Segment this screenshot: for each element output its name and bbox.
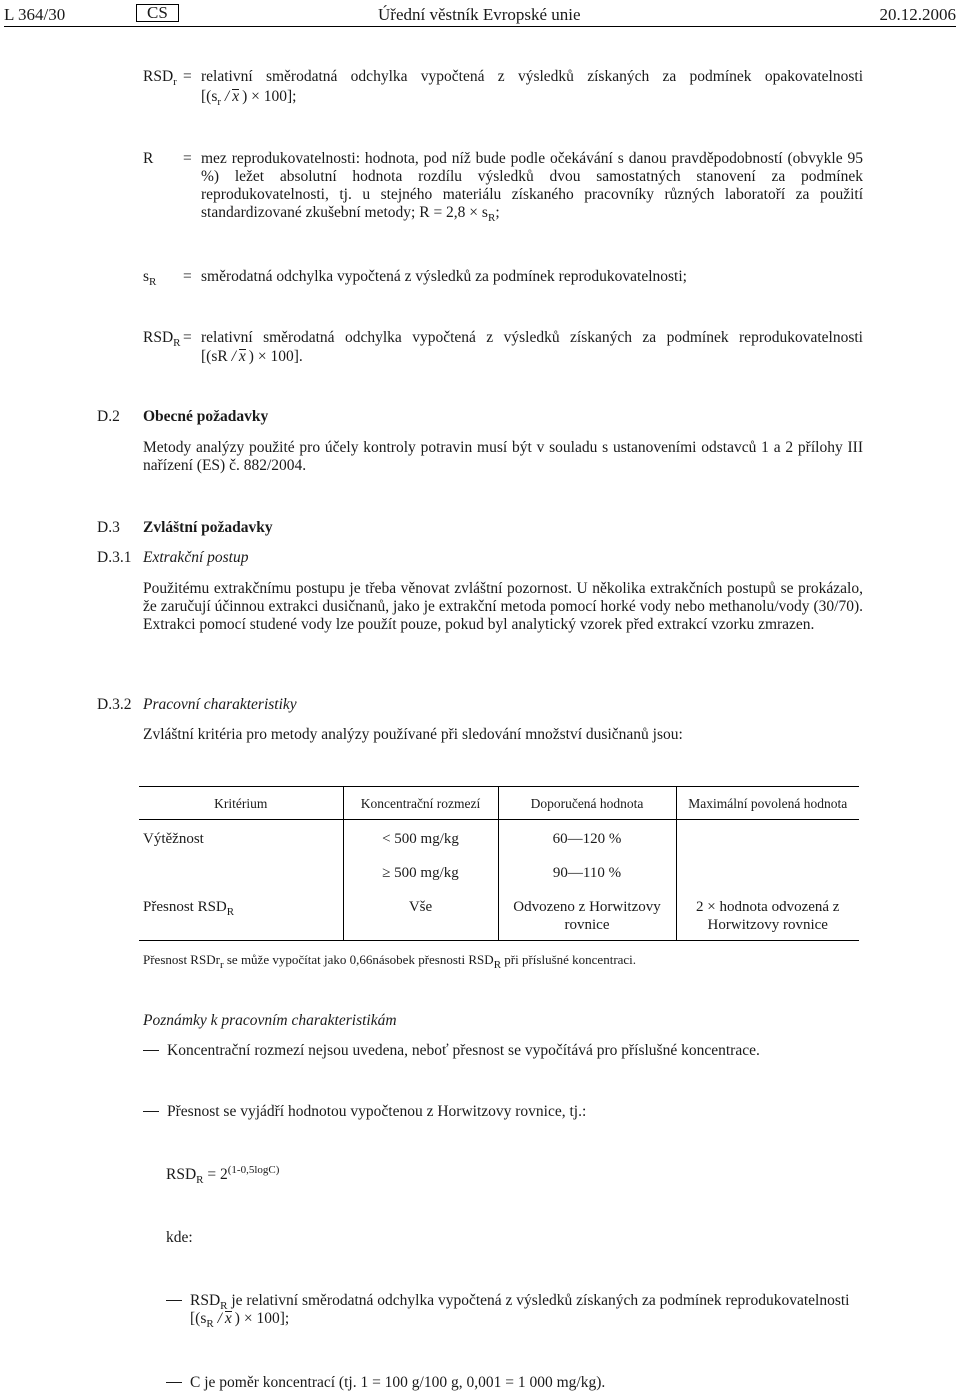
journal-title: Úřední věstník Evropské unie xyxy=(378,5,581,24)
definition-term-r: R xyxy=(143,150,154,167)
horwitz-formula: $RSD_R = 2^{(1-0,5logC)}$ xyxy=(166,1164,280,1186)
table-footnote-row xyxy=(139,941,859,977)
page-reference: L 364/30 xyxy=(4,5,66,24)
section-number: D.3 xyxy=(97,519,120,536)
definition-term-rsdr: $RSD_r$ xyxy=(143,68,177,88)
table-cell: Přesnost $RSD_R$ xyxy=(139,888,343,941)
section-title: Extrakční postup xyxy=(143,549,249,566)
table-header-cell: Kritérium xyxy=(139,787,343,820)
table-cell: Odvozeno z Horwitzovy rovnice xyxy=(498,888,676,941)
publication-date: 20.12.2006 xyxy=(879,5,956,24)
table-row xyxy=(139,854,859,888)
notes-item: $RSD_R$ je relativní směrodatná odchylka vypočtená z výsledků získaných za podmínek reprodukovatelnosti xyxy=(166,1292,849,1311)
section-body: Metody analýzy použité pro účely kontroly potravin musí být v souladu s ustanoveními odstavců 1 a 2 přílohy III nařízení (ES) č. 882/2004. xyxy=(143,439,863,474)
section-number: D.3.2 xyxy=(97,696,132,713)
definition-eq: = xyxy=(183,329,192,346)
table-cell xyxy=(676,820,859,855)
notes-item: C je poměr koncentrací (tj. 1 = 100 g/100 g, 0,001 = 1 000 mg/kg). xyxy=(166,1374,605,1392)
definition-eq: = xyxy=(183,150,192,167)
table-cell: Výtěžnost xyxy=(143,831,204,847)
definition-formula-rsdR: [(sR / x ) × 100]. xyxy=(201,348,303,365)
section-intro: Zvláštní kritéria pro metody analýzy používané při sledování množství dusičnanů jsou: xyxy=(143,726,683,743)
table-header-cell: Maximální povolená hodnota xyxy=(676,787,859,820)
definition-term-sr: $s_R$ xyxy=(143,268,157,288)
definition-text-rsdr: relativní směrodatná odchylka vypočtená z výsledků získaných za podmínek opakovatelnosti xyxy=(201,68,863,85)
notes-item: Koncentrační rozmezí nejsou uvedena, neboť přesnost se vypočítává pro příslušné koncentrace. xyxy=(143,1042,760,1060)
section-body: Použitému extrakčnímu postupu je třeba věnovat zvláštní pozornost. U několika extrakčních postupů se prokázalo, že zaručují účinnou extrakci dusičnanů, jako je extrakční metoda pomocí horké vody nebo methanolu/vody (30/70). Extrakci pomocí studené vody lze použít pouze, pokud byl analytický vzorek před extrakcí vzorku zmrazen. xyxy=(143,580,863,633)
section-title: Zvláštní požadavky xyxy=(143,519,273,536)
definition-eq: = xyxy=(183,68,192,85)
table-cell: Vše xyxy=(343,888,498,941)
definition-formula-rsdr: [($s_r$ / x ) × 100]; xyxy=(201,88,297,108)
table-cell: 90—110 % xyxy=(498,854,676,888)
criteria-table xyxy=(139,786,859,976)
table-row xyxy=(139,888,859,941)
section-title: Obecné požadavky xyxy=(143,408,269,425)
table-cell: ≥ 500 mg/kg xyxy=(343,854,498,888)
notes-title: Poznámky k pracovním charakteristikám xyxy=(143,1012,397,1029)
notes-item-formula: [($s_R$ / x ) × 100]; xyxy=(190,1310,290,1330)
section-title: Pracovní charakteristiky xyxy=(143,696,297,713)
language-badge: CS xyxy=(136,4,179,22)
definition-term-rsdR: $RSD_R$ xyxy=(143,329,181,349)
definition-text-rsdR: relativní směrodatná odchylka vypočtená z výsledků získaných za podmínek reprodukovatelnosti xyxy=(201,329,863,346)
table-cell xyxy=(676,854,859,888)
notes-kde: kde: xyxy=(166,1229,193,1246)
table-header-cell: Koncentrační rozmezí xyxy=(343,787,498,820)
table-cell: 2 × hodnota odvozená z Horwitzovy rovnice xyxy=(676,888,859,941)
definition-text-r: mez reprodukovatelnosti: hodnota, pod níž bude podle očekávání s danou pravděpodobností (obvykle 95 %) ležet absolutní hodnota rozdílu výsledků dvou samostatných stanovení za podmínek reprodukovatelnosti, tj. u stejného materiálu získaného pracovníky různých laboratoří za použití standardizované zkušební metody; $R = 2,8 \times s_R$; xyxy=(201,150,863,224)
section-number: D.2 xyxy=(97,408,120,425)
table-footnote: Přesnost RSDr$_r$ se může vypočítat jako 0,66násobek přesnosti $RSD_R$ při příslušné koncentraci. xyxy=(143,952,637,971)
table-row xyxy=(139,820,859,855)
page-header xyxy=(4,4,956,27)
table-cell: < 500 mg/kg xyxy=(343,820,498,855)
definition-text-sr: směrodatná odchylka vypočtená z výsledků za podmínek reprodukovatelnosti; xyxy=(201,268,687,285)
table-cell: 60—120 % xyxy=(498,820,676,855)
definition-eq: = xyxy=(183,268,192,285)
table-header-row xyxy=(139,787,859,820)
table-header-cell: Doporučená hodnota xyxy=(498,787,676,820)
table-cell xyxy=(139,854,343,888)
notes-item: Přesnost se vyjádří hodnotou vypočtenou z Horwitzovy rovnice, tj.: xyxy=(143,1103,586,1121)
section-number: D.3.1 xyxy=(97,549,132,566)
